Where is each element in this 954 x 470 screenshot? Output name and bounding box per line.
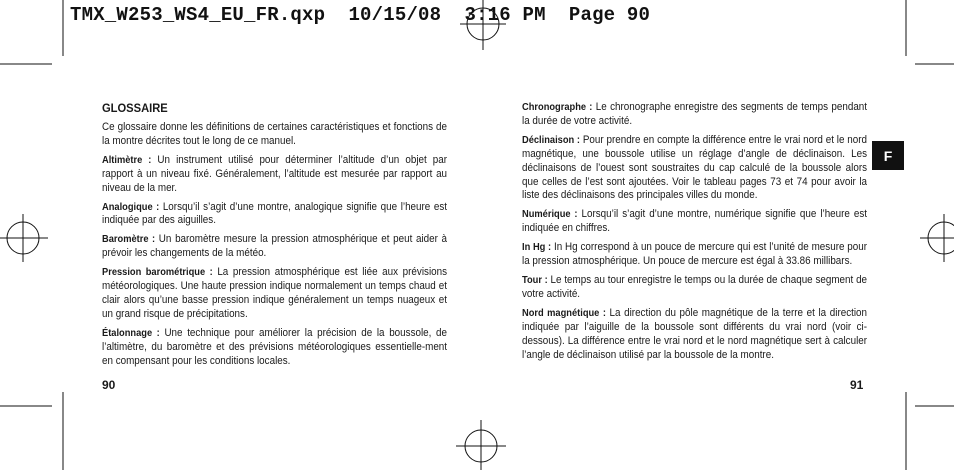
glossary-entry <box>522 101 867 129</box>
glossary-term: Baromètre : <box>102 234 156 246</box>
glossary-definition: Le chronographe enregistre des segments de temps pendant la durée de votre activité. <box>522 101 868 127</box>
section-tab: F <box>872 141 904 170</box>
glossary-definition: Une technique pour améliorer la précision de la boussole, de l’altimètre, du baromètre et des prévisions météorologiques essentielle-ment en compensant pour les conditions locales. <box>102 326 448 367</box>
left-page-column <box>102 101 447 374</box>
glossary-entry <box>522 208 867 236</box>
glossary-entry <box>102 233 447 261</box>
glossary-term: Analogique : <box>102 201 160 213</box>
glossary-definition: Pour prendre en compte la différence entre le vrai nord et le nord magnétique, une boussole utilise un réglage d’angle de déclinaison. Les déclinaisons de l’ouest sont soustraites du cap calculé de la boussole alors que celles de l’est sont ajoutées. Voir le tableau pages 73 et 74 pour avoir la liste des déclinaisons des principales villes du monde. <box>522 133 868 202</box>
glossary-term: Étalonnage : <box>102 327 160 339</box>
page-number-left: 90 <box>102 378 116 392</box>
glossary-entry <box>102 201 447 229</box>
glossary-term: Numérique : <box>522 209 578 221</box>
glossary-entry <box>522 307 867 363</box>
glossary-term: Nord magnétique : <box>522 307 606 319</box>
glossary-definition: In Hg correspond à un pouce de mercure qui est l’unité de mesure pour la pression atmosphérique. Un pouce de mercure est égal à 33.86 millibars. <box>522 241 868 268</box>
glossary-entry <box>102 266 447 322</box>
registration-mark-left <box>0 214 48 262</box>
glossary-entry <box>522 134 867 204</box>
glossary-definition: Lorsqu’il s’agit d’une montre, numérique signifie que l’heure est indiquée en chiffres. <box>522 208 868 235</box>
glossary-intro: Ce glossaire donne les définitions de certaines caractéristiques et fonctions de la montre décrites tout le long de ce manuel. <box>102 121 448 147</box>
registration-mark-bottom <box>456 420 506 470</box>
glossary-term: Pression barométrique : <box>102 267 213 279</box>
glossary-definition: La pression atmosphérique est liée aux prévisions météorologiques. Une haute pression indique normalement un temps chaud et clair alors qu’une basse pression indique généralement un temps nuageux et un grand risque de précipitations. <box>102 266 448 320</box>
glossary-term: In Hg : <box>522 242 552 254</box>
glossary-definition: Le temps au tour enregistre le temps ou la durée de chaque segment de votre activité. <box>522 273 868 300</box>
glossary-definition: Un instrument utilisé pour déterminer l’altitude d’un objet par rapport à un niveau fixé. Généralement, l’altitude est mesurée par rapport au niveau de la mer. <box>102 153 448 194</box>
glossary-term: Altimètre : <box>102 154 152 166</box>
right-page-column <box>522 101 867 367</box>
glossary-definition: Lorsqu’il s’agit d’une montre, analogique signifie que l’heure est indiquée par des aiguilles. <box>102 200 448 227</box>
glossary-entry <box>102 327 447 369</box>
glossary-entry <box>102 154 447 196</box>
glossary-term: Tour : <box>522 274 548 286</box>
glossary-heading: GLOSSAIRE <box>102 101 168 115</box>
glossary-definition: La direction du pôle magnétique de la terre et la direction indiquée par l’aiguille de la boussole sont différents du vrai nord (voir ci-dessous). La différence entre le vrai nord et le nord magnétique sert à calculer l’angle de déclinaison utilisé par la boussole de la montre. <box>522 306 868 361</box>
glossary-entry <box>522 241 867 269</box>
glossary-term: Chronographe : <box>522 102 593 113</box>
glossary-entry <box>522 274 867 302</box>
glossary-definition: Un baromètre mesure la pression atmosphérique et peut aider à prévoir les changements de la météo. <box>102 233 448 260</box>
glossary-term: Déclinaison : <box>522 134 580 146</box>
printer-slug: TMX_W253_WS4_EU_FR.qxp 10/15/08 3:16 PM Page 90 <box>70 4 651 26</box>
page-number-right: 91 <box>850 378 864 392</box>
registration-mark-right <box>920 214 954 262</box>
registration-mark-top <box>460 0 506 50</box>
